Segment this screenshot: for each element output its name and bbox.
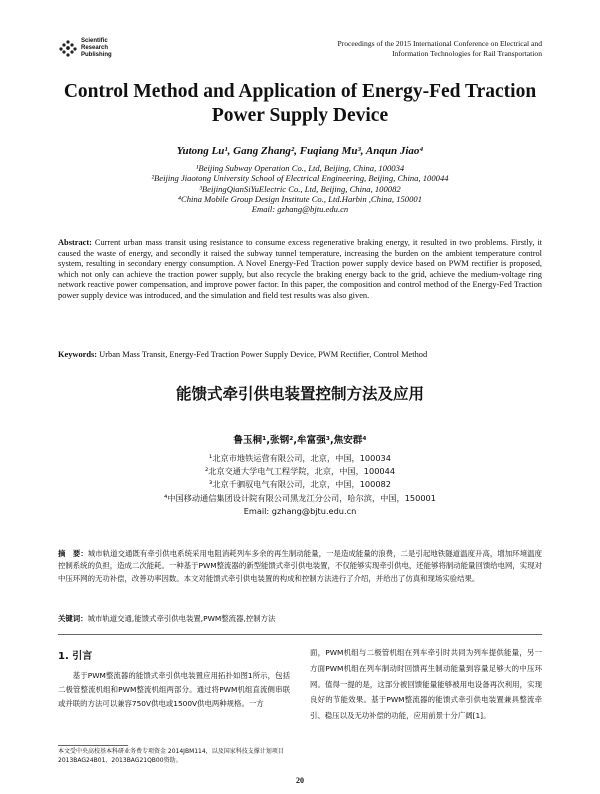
body-text-left-column: 基于PWM整流器的能馈式牵引供电装置应用拓扑如图1所示，包括二极管整流机组和PWM整流机组两部分。通过将PWM机组直流侧串联或并联的方法可以兼容750V供电或1500V供电两种规格。一方 xyxy=(58,671,290,708)
affiliation-line: ¹Beijing Subway Operation Co., Ltd, Beijing, China, 100034 xyxy=(195,163,405,173)
publisher-name-line: Research xyxy=(81,45,109,51)
chinese-affiliation-line: ⁴中国移动通信集团设计院有限公司黑龙江分公司，哈尔滨，中国，150001 xyxy=(164,492,436,503)
proceedings-line: Information Technologies for Rail Transportation xyxy=(392,49,542,58)
publisher-name-line: Scientific xyxy=(81,38,108,44)
author-email: Email: gzhang@bjtu.edu.cn xyxy=(251,204,349,215)
chinese-affiliation-line: ³北京千驷驭电气有限公司，北京，中国，100082 xyxy=(209,479,391,490)
affiliation-line: ⁴China Mobile Group Design Institute Co., Ltd.Harbin ,China, 150001 xyxy=(177,193,422,204)
keywords-label: Keywords: xyxy=(58,350,98,359)
author-list: Yutong Lu¹, Gang Zhang², Fuqiang Mu³, Anqun Jiao⁴ xyxy=(176,145,424,157)
chinese-abstract-text: 城市轨道交通既有牵引供电系统采用电阻消耗列车多余的再生制动能量，一是造成能量的浪费，二是引起地铁隧道温度升高，增加环境温度控制系统的负担，造成二次能耗。一种基于PWM整流器的新型能馈式牵引供电装置，不仅能够实现牵引供电，还能够将制动能量回馈给电网，实现对中压环网的无功补偿，改善功率因数。本文对能馈式牵引供电装置的构成和控制方法进行了介绍，并给出了仿真和现场实验结果。 xyxy=(58,549,542,583)
publisher-name-line: Publishing xyxy=(81,52,112,58)
paper-title-line: Control Method and Application of Energy-Fed Traction xyxy=(63,81,537,102)
chinese-title: 能馈式牵引供电装置控制方法及应用 xyxy=(175,385,424,403)
abstract-label: Abstract: xyxy=(58,238,92,247)
section-divider xyxy=(58,634,542,635)
chinese-affiliation-line: ²北京交通大学电气工程学院，北京，中国，100044 xyxy=(204,466,396,477)
chinese-affiliation-line: ¹北京市地铁运营有限公司，北京，中国，100034 xyxy=(209,453,391,463)
keywords-text: Urban Mass Transit, Energy-Fed Traction Power Supply Device, PWM Rectifier, Control Method xyxy=(97,350,428,359)
section-heading: 1. 引言 xyxy=(58,651,93,662)
paper-title xyxy=(40,80,560,128)
proceedings-header xyxy=(242,39,542,59)
page-number: 20 xyxy=(296,776,304,785)
affiliations xyxy=(40,163,560,214)
chinese-abstract xyxy=(58,548,542,585)
publisher-name xyxy=(81,38,112,59)
chinese-keywords-label: 关键词： xyxy=(58,614,88,623)
abstract-text: Current urban mass transit using resistance to consume excess regenerative braking energy, it resulted in two problems. Firstly, it caused the waste of energy, and secondly it raised the subway tunnel temperature, increasing the burden on the ambient temperature control system, resulting in secondary energy consumption. A Novel Energy-Fed Traction power supply device based on PWM rectifier is proposed, which not only can achieve the traction power supply, but also recycle the braking energy back to the grid, achieve the medium-voltage ring network reactive power compensation, and improve power factor. In this paper, the composition and control method of the Energy-Fed Traction power supply device was introduced, and the simulation and field test results was also given. xyxy=(58,238,542,300)
abstract xyxy=(58,238,542,302)
proceedings-line: Proceedings of the 2015 International Conference on Electrical and xyxy=(337,39,542,48)
footnote-divider xyxy=(58,745,128,746)
chinese-keywords xyxy=(58,613,542,625)
chinese-author-list: 鲁玉桐¹,张钢²,牟富强³,焦安群⁴ xyxy=(233,435,367,446)
affiliation-line: ²Beijing Jiaotong University School of Electrical Engineering, Beijing, China, 100044 xyxy=(151,173,449,184)
keywords xyxy=(58,350,542,361)
paper-title-line: Power Supply Device xyxy=(211,105,389,126)
chinese-author-email: Email: gzhang@bjtu.edu.cn xyxy=(243,505,357,516)
chinese-abstract-label: 摘 要： xyxy=(58,549,88,558)
publisher-logo xyxy=(58,38,128,60)
chinese-keywords-text: 城市轨道交通,能馈式牵引供电装置,PWM整流器,控制方法 xyxy=(87,614,276,623)
chinese-affiliations xyxy=(40,452,560,518)
funding-footnote: 本文受中央高校基本科研业务费专项资金 2014JBM114，以及国家科技支撑计划项目 2013BAG24B01、2013BAG21QB00资助。 xyxy=(58,748,284,764)
affiliation-line: ³BeijingQianSiYuElectric Co., Ltd, Beijing, China, 100082 xyxy=(199,183,401,194)
scirp-logo-icon xyxy=(58,39,78,57)
body-text-right-column: 面，PWM机组与二极管机组在列车牵引时共同为列车提供能量，另一方面PWM机组在列车制动时回馈再生制动能量到容量足够大的中压环网。值得一提的是，这部分被回馈能量能够被用电设备再次利用，实现良好的节能效果。基于PWM整流器的能馈式牵引供电装置兼具整流牵引、稳压以及无功补偿的功能，应用前景十分广阔[1]。 xyxy=(310,648,542,721)
